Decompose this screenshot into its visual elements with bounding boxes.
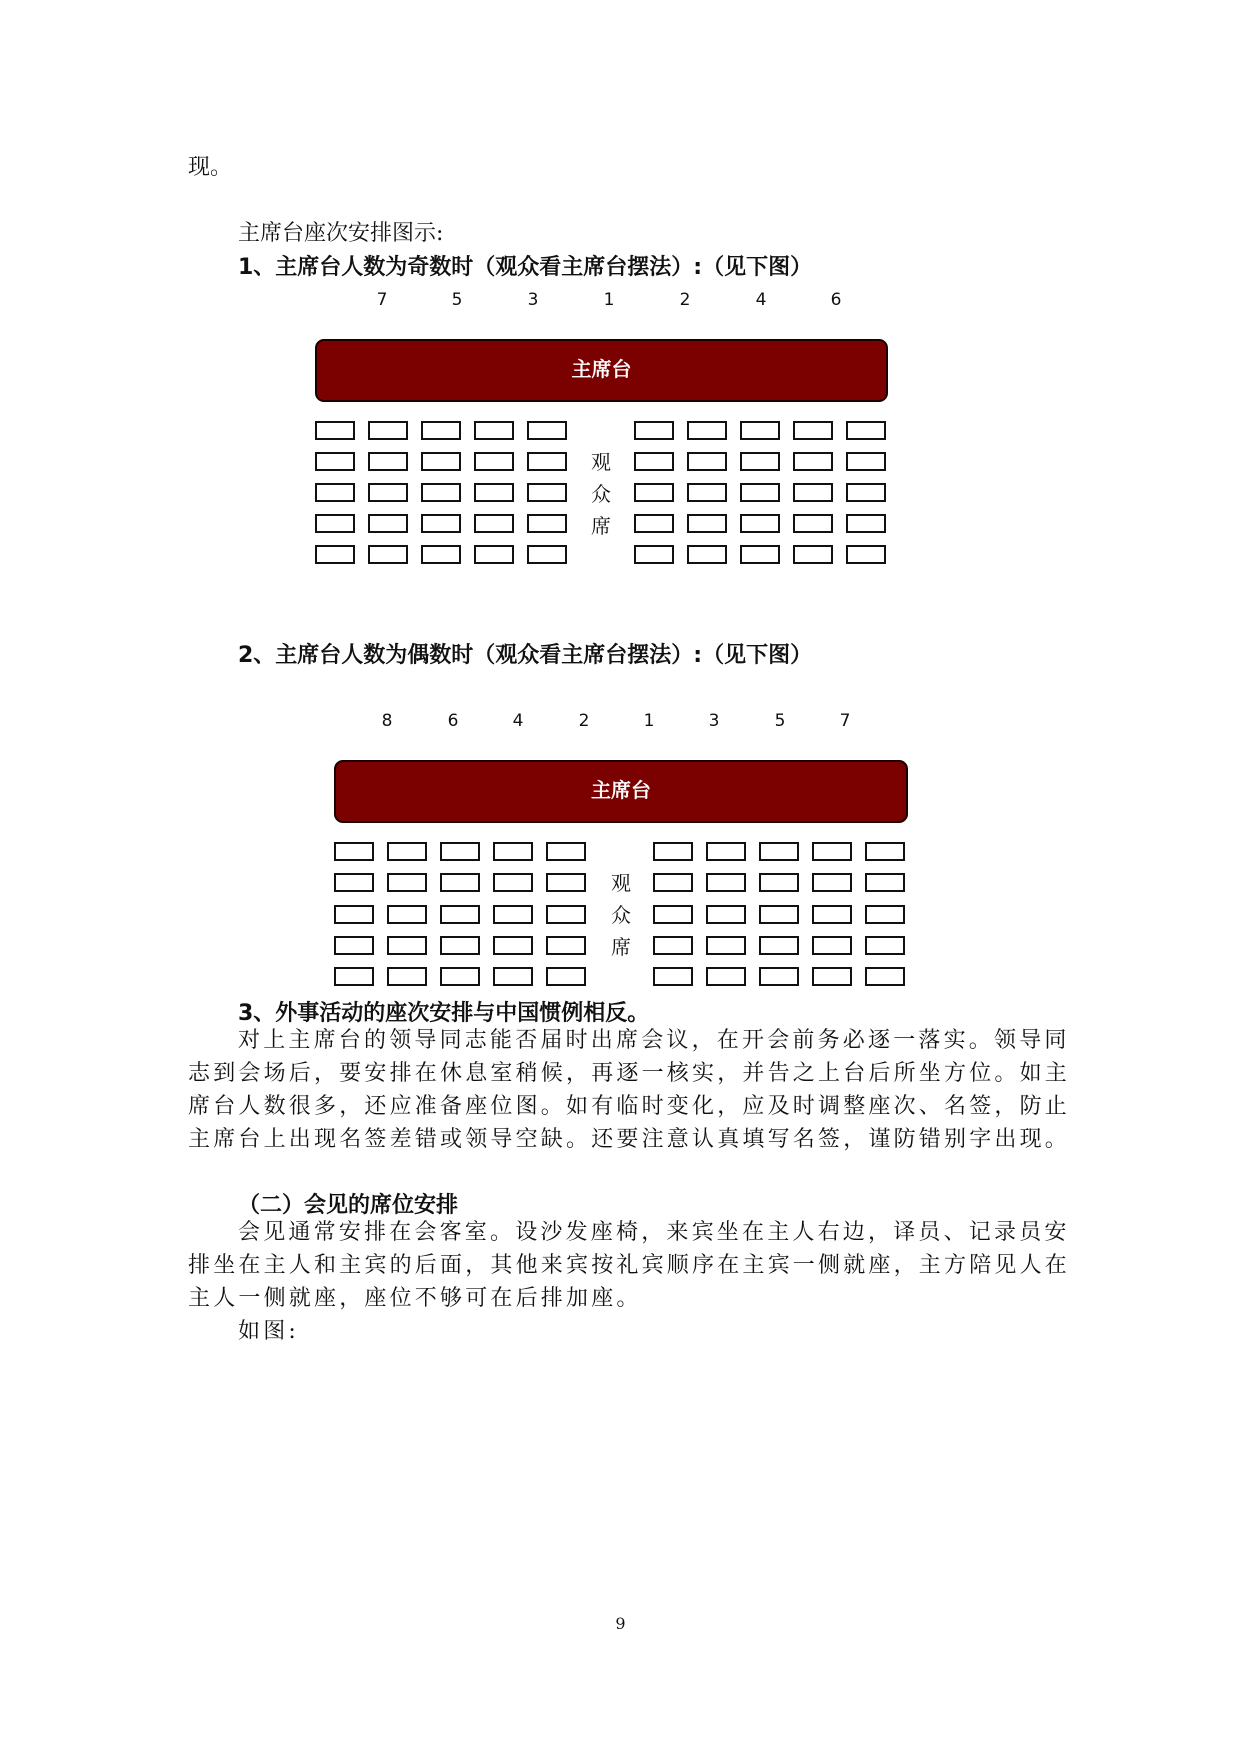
seat-number: 4 — [512, 711, 524, 731]
paragraph-line: 排坐在主人和主宾的后面，其他来宾按礼宾顺序在主宾一侧就座，主方陪见人在 — [188, 1253, 1071, 1278]
audience-seat — [740, 483, 780, 502]
audience-seat — [334, 842, 374, 861]
audience-seat — [653, 967, 693, 986]
audience-seat — [421, 452, 461, 471]
audience-seat — [740, 421, 780, 440]
audience-seat — [546, 873, 586, 892]
audience-seat — [493, 967, 533, 986]
paragraph-line: 主人一侧就座，座位不够可在后排加座。 — [188, 1286, 642, 1311]
seat-number: 3 — [527, 290, 539, 310]
seat-number: 8 — [381, 711, 393, 731]
audience-seat — [421, 545, 461, 564]
audience-seat — [421, 514, 461, 533]
audience-seat — [846, 514, 886, 533]
audience-seat — [527, 483, 567, 502]
audience-seat — [812, 936, 852, 955]
seat-number: 4 — [755, 290, 767, 310]
heading-even: 2、主席台人数为偶数时（观众看主席台摆法）:（见下图） — [238, 643, 813, 668]
audience-seat — [759, 936, 799, 955]
audience-seat — [440, 873, 480, 892]
audience-seat — [812, 967, 852, 986]
audience-seat — [793, 514, 833, 533]
audience-seat — [315, 514, 355, 533]
seat-number: 6 — [447, 711, 459, 731]
audience-seat — [527, 421, 567, 440]
presidium-stage: 主席台 — [334, 760, 908, 823]
audience-area-label: 观 众 席 — [611, 871, 631, 959]
seat-order-row — [0, 711, 1241, 735]
audience-seat — [368, 514, 408, 533]
audience-seat — [474, 545, 514, 564]
audience-seat — [334, 905, 374, 924]
audience-seat — [387, 936, 427, 955]
audience-seat — [793, 545, 833, 564]
seat-number: 1 — [643, 711, 655, 731]
audience-seat — [334, 967, 374, 986]
audience-seat — [315, 545, 355, 564]
audience-seat — [527, 545, 567, 564]
audience-seat — [634, 452, 674, 471]
audience-seat — [740, 545, 780, 564]
audience-seat — [474, 514, 514, 533]
audience-area-label: 观 众 席 — [591, 450, 611, 538]
audience-seat — [740, 452, 780, 471]
audience-seat — [653, 873, 693, 892]
audience-seat — [759, 905, 799, 924]
seat-number: 1 — [603, 290, 615, 310]
audience-seat — [368, 421, 408, 440]
audience-seat — [493, 905, 533, 924]
audience-seat — [368, 452, 408, 471]
seat-number: 5 — [451, 290, 463, 310]
audience-seat — [387, 905, 427, 924]
top-fragment: 现。 — [188, 155, 233, 180]
audience-seat — [493, 873, 533, 892]
paragraph-line: 席台人数很多，还应准备座位图。如有临时变化，应及时调整座次、名签，防止 — [188, 1094, 1071, 1119]
audience-seat — [546, 905, 586, 924]
audience-seat — [865, 842, 905, 861]
audience-seat — [812, 873, 852, 892]
audience-seat — [334, 873, 374, 892]
seat-number: 2 — [679, 290, 691, 310]
paragraph-line: 主席台上出现名签差错或领导空缺。还要注意认真填写名签，谨防错别字出现。 — [188, 1127, 1071, 1152]
heading-odd: 1、主席台人数为奇数时（观众看主席台摆法）:（见下图） — [238, 255, 813, 280]
audience-seat — [653, 905, 693, 924]
audience-seat — [740, 514, 780, 533]
audience-seat — [846, 421, 886, 440]
audience-seat — [793, 483, 833, 502]
audience-seat — [474, 421, 514, 440]
audience-seat — [653, 936, 693, 955]
audience-seat — [315, 421, 355, 440]
seat-number: 2 — [578, 711, 590, 731]
audience-seat — [812, 842, 852, 861]
audience-seat — [421, 483, 461, 502]
paragraph-line: 如图: — [238, 1319, 300, 1344]
audience-seat — [368, 545, 408, 564]
audience-seat — [315, 452, 355, 471]
audience-seat — [546, 842, 586, 861]
paragraph-meeting-seating — [188, 1216, 1070, 1348]
audience-seat — [474, 452, 514, 471]
audience-seat — [759, 967, 799, 986]
seat-number: 3 — [708, 711, 720, 731]
audience-seat — [440, 936, 480, 955]
audience-seat — [706, 905, 746, 924]
audience-seat — [368, 483, 408, 502]
audience-seat — [793, 452, 833, 471]
audience-seat — [634, 421, 674, 440]
audience-seat — [546, 967, 586, 986]
paragraph-line: 对上主席台的领导同志能否届时出席会议，在开会前务必逐一落实。领导同 — [238, 1028, 1070, 1053]
audience-seat — [706, 873, 746, 892]
audience-seat — [653, 842, 693, 861]
seat-number: 7 — [376, 290, 388, 310]
audience-seat — [493, 842, 533, 861]
audience-seat — [846, 483, 886, 502]
paragraph-presidium-notes — [188, 1024, 1070, 1156]
audience-seat — [759, 873, 799, 892]
audience-seat — [706, 936, 746, 955]
audience-seat — [846, 452, 886, 471]
audience-seat — [687, 483, 727, 502]
audience-seat — [706, 842, 746, 861]
audience-seat — [687, 545, 727, 564]
audience-seat — [421, 421, 461, 440]
audience-seat — [474, 483, 514, 502]
audience-seat — [440, 905, 480, 924]
intro-text: 主席台座次安排图示: — [238, 221, 444, 246]
heading-foreign-affairs: 3、外事活动的座次安排与中国惯例相反。 — [238, 1001, 650, 1026]
audience-seat — [387, 842, 427, 861]
audience-seat — [634, 483, 674, 502]
audience-seat — [334, 936, 374, 955]
page-number: 9 — [615, 1614, 626, 1633]
audience-seat — [812, 905, 852, 924]
audience-seat — [387, 967, 427, 986]
audience-seat — [634, 545, 674, 564]
audience-seat — [865, 967, 905, 986]
seat-number: 5 — [774, 711, 786, 731]
audience-seat — [865, 936, 905, 955]
paragraph-line: 志到会场后，要安排在休息室稍候，再逐一核实，并告之上台后所坐方位。如主 — [188, 1061, 1071, 1086]
audience-seat — [634, 514, 674, 533]
audience-seat — [493, 936, 533, 955]
audience-seat — [546, 936, 586, 955]
audience-seat — [527, 514, 567, 533]
audience-seat — [387, 873, 427, 892]
audience-seat — [527, 452, 567, 471]
audience-seat — [865, 873, 905, 892]
audience-seat — [793, 421, 833, 440]
presidium-stage: 主席台 — [315, 339, 888, 402]
audience-seat — [440, 842, 480, 861]
seat-number: 6 — [830, 290, 842, 310]
audience-seat — [440, 967, 480, 986]
paragraph-line: 会见通常安排在会客室。设沙发座椅，来宾坐在主人右边，译员、记录员安 — [238, 1220, 1070, 1245]
audience-seat — [687, 514, 727, 533]
audience-seat — [865, 905, 905, 924]
seat-order-row — [0, 290, 1241, 314]
audience-seat — [706, 967, 746, 986]
section-heading-meeting: （二）会见的席位安排 — [238, 1193, 459, 1218]
seat-number: 7 — [839, 711, 851, 731]
audience-seat — [687, 421, 727, 440]
audience-seat — [315, 483, 355, 502]
audience-seat — [687, 452, 727, 471]
audience-seat — [759, 842, 799, 861]
audience-seat — [846, 545, 886, 564]
